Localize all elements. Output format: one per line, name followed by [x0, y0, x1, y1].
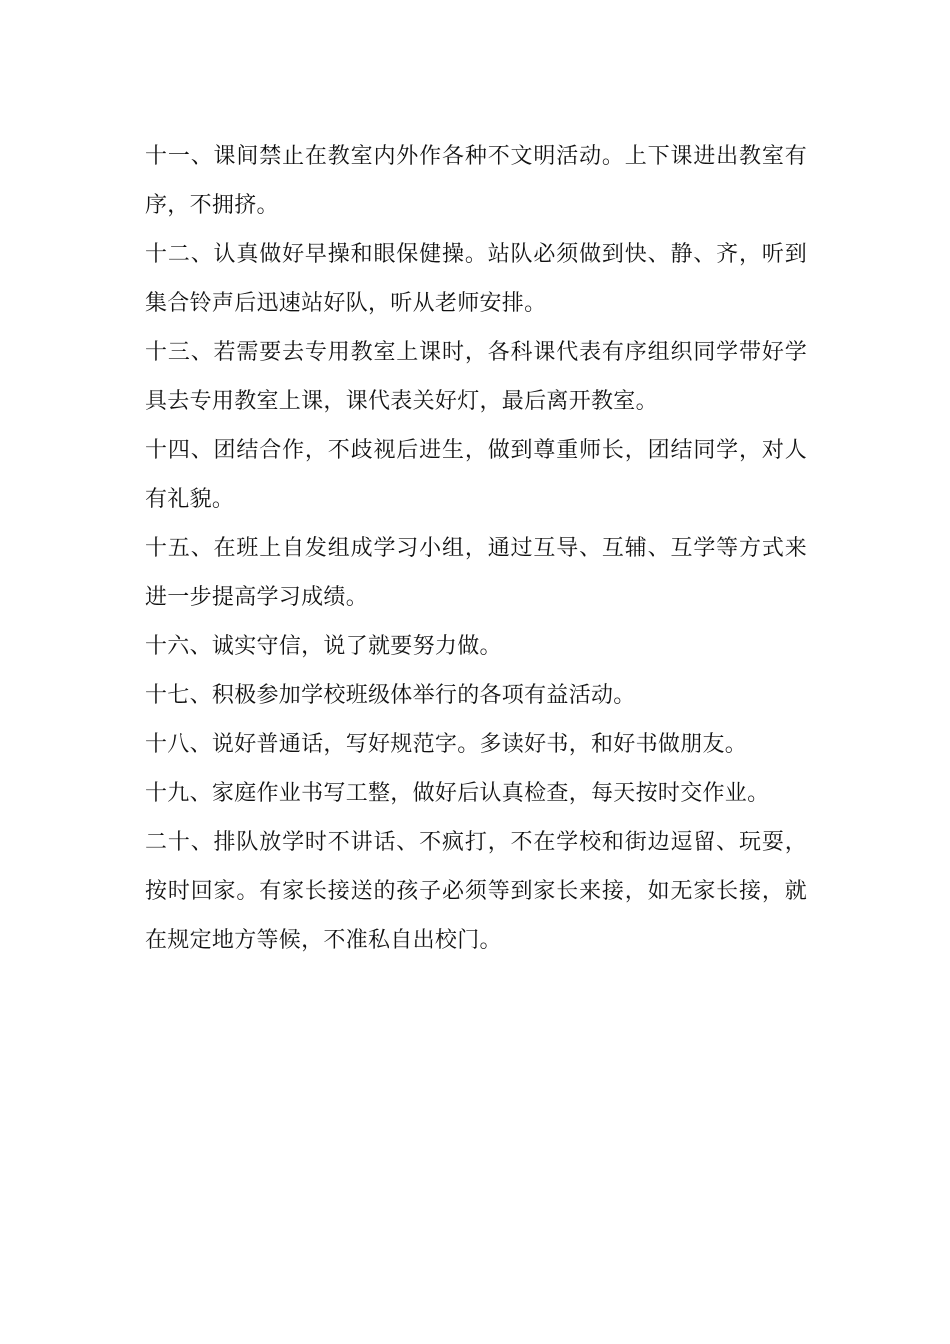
rule-paragraph-12: 十二、认真做好早操和眼保健操。站队必须做到快、静、齐，听到集合铃声后迅速站好队，听从老师安排。	[145, 242, 807, 316]
rule-paragraph-13: 十三、若需要去专用教室上课时，各科课代表有序组织同学带好学具去专用教室上课，课代表关好灯，最后离开教室。	[145, 340, 807, 414]
rule-paragraph-11: 十一、课间禁止在教室内外作各种不文明活动。上下课进出教室有序，不拥挤。	[145, 144, 807, 218]
rule-paragraph-17: 十七、积极参加学校班级体举行的各项有益活动。	[145, 683, 636, 708]
rule-paragraph-15: 十五、在班上自发组成学习小组，通过互导、互辅、互学等方式来进一步提高学习成绩。	[145, 536, 807, 610]
rule-paragraph-20: 二十、排队放学时不讲话、不疯打，不在学校和街边逗留、玩耍，按时回家。有家长接送的孩子必须等到家长来接，如无家长接，就在规定地方等候，不准私自出校门。	[145, 830, 807, 953]
rule-paragraph-14: 十四、团结合作，不歧视后进生，做到尊重师长，团结同学，对人有礼貌。	[145, 438, 807, 512]
document-body	[145, 132, 807, 965]
rule-paragraph-19: 十九、家庭作业书写工整，做好后认真检查，每天按时交作业。	[145, 781, 770, 806]
rule-paragraph-18: 十八、说好普通话，写好规范字。多读好书，和好书做朋友。	[145, 732, 748, 757]
rule-paragraph-16: 十六、诚实守信，说了就要努力做。	[145, 634, 502, 659]
